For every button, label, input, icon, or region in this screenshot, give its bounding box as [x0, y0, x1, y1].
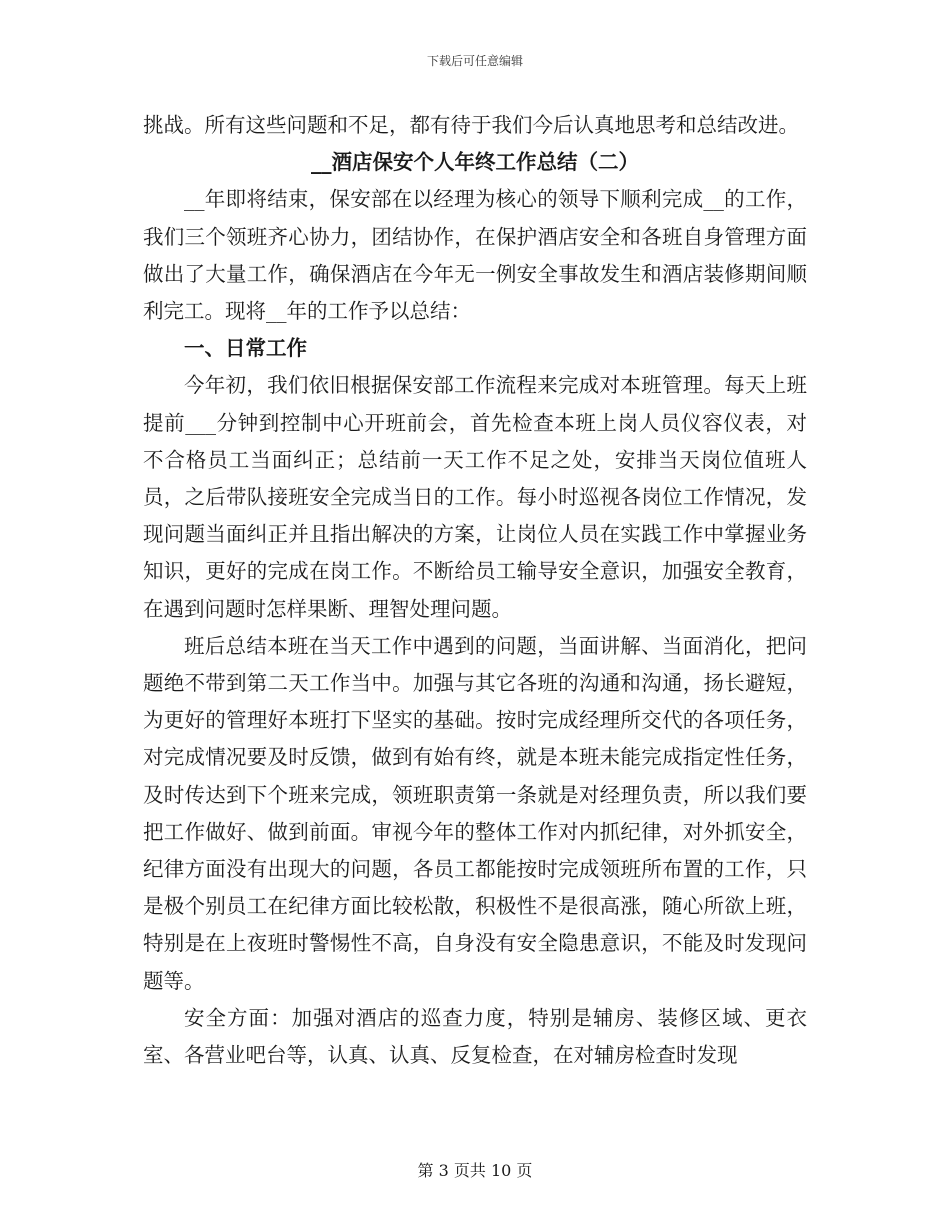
paragraph-continuation: 挑战。所有这些问题和不足，都有待于我们今后认真地思考和总结改进。	[143, 113, 799, 137]
paragraph-safety: 安全方面：加强对酒店的巡查力度，特别是辅房、装修区域、更衣室、各营业吧台等，认真、认真、反复检查，在对辅房检查时发现	[143, 1005, 807, 1068]
page-footer: 第 3 页共 10 页	[417, 1161, 533, 1180]
paragraph-intro: __年即将结束，保安部在以经理为核心的领导下顺利完成__的工作，我们三个领班齐心协力，团结协作，在保护酒店安全和各班自身管理方面做出了大量工作，确保酒店在今年无一例安全事故发生和酒店装修期间顺利完工。现将__年的工作予以总结：	[143, 187, 807, 324]
page-header: 下载后可任意编辑	[426, 54, 523, 68]
section-heading-daily-work: 一、日常工作	[184, 336, 307, 361]
paragraph-daily-work: 今年初，我们依旧根据保安部工作流程来完成对本班管理。每天上班提前___分钟到控制中心开班前会，首先检查本班上岗人员仪容仪表，对不合格员工当面纠正；总结前一天工作不足之处，安排当天岗位值班人员，之后带队接班安全完成当日的工作。每小时巡视各岗位工作情况，发现问题当面纠正并且指出解决的方案，让岗位人员在实践工作中掌握业务知识，更好的完成在岗工作。不断给员工输导安全意识，加强安全教育，在遇到问题时怎样果断、理智处理问题。	[143, 373, 807, 621]
section-title: __酒店保安个人年终工作总结（二）	[311, 150, 639, 175]
document-body	[143, 107, 807, 1074]
paragraph-after-shift: 班后总结本班在当天工作中遇到的问题，当面讲解、当面消化，把问题绝不带到第二天工作当中。加强与其它各班的沟通和沟通，扬长避短，为更好的管理好本班打下坚实的基础。按时完成经理所交代的各项任务，对完成情况要及时反馈，做到有始有终，就是本班未能完成指定性任务，及时传达到下个班来完成，领班职责第一条就是对经理负责，所以我们要把工作做好、做到前面。审视今年的整体工作对内抓纪律，对外抓安全，纪律方面没有出现大的问题，各员工都能按时完成领班所布置的工作，只是极个别员工在纪律方面比较松散，积极性不是很高涨，随心所欲上班，特别是在上夜班时警惕性不高，自身没有安全隐患意识，不能及时发现问题等。	[143, 633, 807, 993]
